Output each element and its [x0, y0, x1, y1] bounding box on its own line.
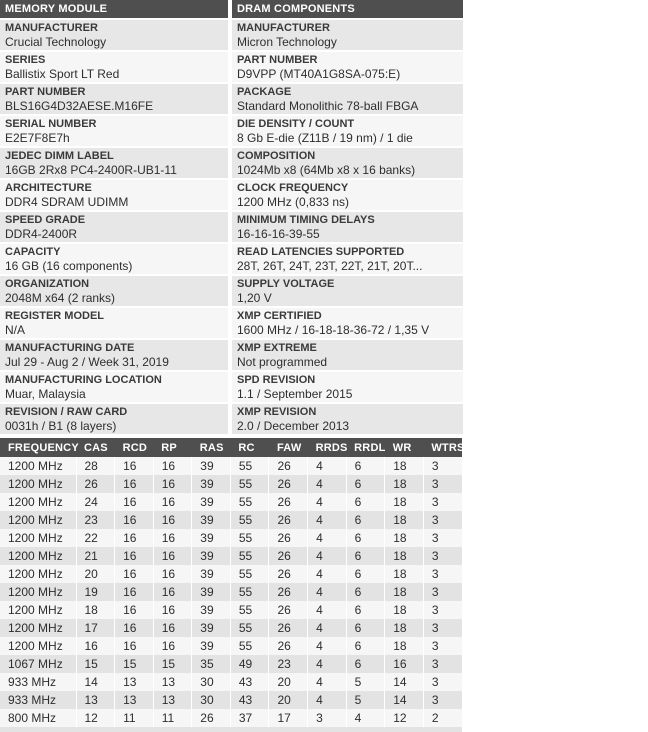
- info-block-value: 8 Gb E-die (Z11B / 19 nm) / 1 die: [237, 131, 413, 145]
- timing-cell: 3: [423, 655, 462, 673]
- timing-cell: 55: [230, 601, 269, 619]
- timing-row: [0, 583, 462, 601]
- info-block-label: REGISTER MODEL: [5, 310, 105, 322]
- timing-cell: 4: [308, 511, 347, 529]
- timing-cell: 18: [385, 475, 424, 493]
- timing-cell: 1200 MHz: [8, 477, 63, 491]
- timing-cell: 12: [76, 709, 115, 727]
- timing-cell: 6: [346, 511, 385, 529]
- info-block-label: COMPOSITION: [237, 150, 316, 162]
- timing-cell: 16: [115, 619, 154, 637]
- info-block-label: XMP CERTIFIED: [237, 310, 322, 322]
- timing-cell: 13: [153, 691, 192, 709]
- timing-cell: 18: [385, 619, 424, 637]
- timing-cell: 3: [423, 547, 462, 565]
- info-block: [232, 308, 463, 338]
- info-block: [0, 20, 228, 50]
- timing-cell: 16: [385, 655, 424, 673]
- timing-header-row: [0, 438, 462, 457]
- timing-cell: 4: [308, 475, 347, 493]
- timing-cell: 22: [76, 529, 115, 547]
- timing-cell: 26: [269, 547, 308, 565]
- timing-cell: 3: [423, 637, 462, 655]
- timing-cell: 26: [269, 529, 308, 547]
- timing-cell: 15: [76, 655, 115, 673]
- timing-row: [0, 511, 462, 529]
- timing-cell: 17: [76, 619, 115, 637]
- timing-cell: 4: [346, 709, 385, 727]
- memory-module-blocks: [0, 20, 228, 434]
- timing-cell: 3: [423, 691, 462, 709]
- info-block: [0, 404, 228, 434]
- timing-cell: 19: [76, 583, 115, 601]
- timing-cell: 2: [423, 709, 462, 727]
- timing-cell: 4: [308, 547, 347, 565]
- timing-cell: 4: [308, 529, 347, 547]
- info-block-value: Jul 29 - Aug 2 / Week 31, 2019: [5, 355, 169, 369]
- info-block: [232, 340, 463, 370]
- timing-cell: 6: [346, 457, 385, 475]
- info-block: [232, 404, 463, 434]
- timing-cell: 3: [423, 529, 462, 547]
- timing-cell: 4: [308, 691, 347, 709]
- info-block: [232, 148, 463, 178]
- timing-cell: 1200 MHz: [8, 549, 63, 563]
- timing-cell: 35: [192, 655, 231, 673]
- info-block: [232, 276, 463, 306]
- memory-module-panel: [0, 0, 228, 436]
- info-block-value: Ballistix Sport LT Red: [5, 67, 120, 81]
- timing-cell: 3: [423, 457, 462, 475]
- info-block: [0, 116, 228, 146]
- timing-cell: 6: [346, 637, 385, 655]
- timing-cell: 3: [423, 511, 462, 529]
- timing-cell: 4: [308, 601, 347, 619]
- timing-cell: 16: [153, 619, 192, 637]
- timing-cell: 16: [115, 637, 154, 655]
- info-block-label: XMP REVISION: [237, 406, 317, 418]
- timing-cell: 1200 MHz: [8, 513, 63, 527]
- timing-row: [0, 655, 462, 673]
- info-block-label: DIE DENSITY / COUNT: [237, 118, 355, 130]
- timing-cell: 26: [269, 475, 308, 493]
- info-block-label: SERIES: [5, 54, 46, 66]
- info-block-value: N/A: [5, 323, 26, 337]
- timing-row: [0, 457, 462, 475]
- timing-cell: 18: [385, 547, 424, 565]
- timing-cell: 55: [230, 529, 269, 547]
- info-block-label: PACKAGE: [237, 86, 292, 98]
- timing-cell: 43: [230, 691, 269, 709]
- timing-cell: 26: [269, 637, 308, 655]
- info-block: [0, 244, 228, 274]
- timing-cell: 26: [269, 583, 308, 601]
- timing-cell: 1200 MHz: [8, 567, 63, 581]
- info-block-value: 1.1 / September 2015: [237, 387, 353, 401]
- timing-row: [0, 709, 462, 727]
- timing-cell: 39: [192, 637, 231, 655]
- info-block-label: MANUFACTURER: [237, 22, 330, 34]
- timing-cell: 6: [346, 619, 385, 637]
- info-block-label: SPEED GRADE: [5, 214, 86, 226]
- timing-cell: 49: [230, 655, 269, 673]
- timing-cell: 16: [153, 457, 192, 475]
- timing-cell: 4: [308, 619, 347, 637]
- timing-row: [0, 547, 462, 565]
- info-block: [232, 84, 463, 114]
- timing-cell: 1200 MHz: [8, 495, 63, 509]
- timing-cell: 1067 MHz: [8, 657, 63, 671]
- timing-cell: 12: [385, 709, 424, 727]
- timing-row: [0, 673, 462, 691]
- timing-cell: 18: [385, 637, 424, 655]
- info-block: [0, 84, 228, 114]
- info-block-value: 1600 MHz / 16-18-18-36-72 / 1,35 V: [237, 323, 430, 337]
- timing-cell: 55: [230, 511, 269, 529]
- timing-cell: 39: [192, 601, 231, 619]
- timing-cell: 39: [192, 529, 231, 547]
- timing-cell: 4: [308, 673, 347, 691]
- info-block-label: PART NUMBER: [237, 54, 318, 66]
- timing-cell: 16: [153, 475, 192, 493]
- timing-row: [0, 475, 462, 493]
- timing-cell: 11: [153, 709, 192, 727]
- timing-cell: 1200 MHz: [8, 459, 63, 473]
- timing-row: [0, 637, 462, 655]
- timing-cell: 39: [192, 475, 231, 493]
- timing-cell: 3: [423, 601, 462, 619]
- info-block-label: MANUFACTURING LOCATION: [5, 374, 162, 386]
- timing-cell: 23: [76, 511, 115, 529]
- timing-cell: 5: [346, 673, 385, 691]
- timing-cell: 4: [308, 583, 347, 601]
- timing-cell: 6: [346, 655, 385, 673]
- timing-cell: 6: [346, 529, 385, 547]
- timing-cell: 20: [76, 565, 115, 583]
- timing-cell: 3: [423, 673, 462, 691]
- timing-cell: 39: [192, 511, 231, 529]
- timing-cell: 16: [153, 493, 192, 511]
- timing-cell: 13: [115, 673, 154, 691]
- info-block: [0, 308, 228, 338]
- timing-column-header: RCD: [115, 438, 154, 457]
- timing-cell: 16: [115, 547, 154, 565]
- timing-column-header: FAW: [269, 438, 308, 457]
- timing-cell: 26: [269, 511, 308, 529]
- timing-cell: 39: [192, 493, 231, 511]
- timing-cell: 16: [115, 493, 154, 511]
- info-block-value: Crucial Technology: [5, 35, 107, 49]
- info-block-label: CLOCK FREQUENCY: [237, 182, 349, 194]
- timing-cell: 18: [385, 565, 424, 583]
- timing-cell: 55: [230, 475, 269, 493]
- timing-cell: 55: [230, 493, 269, 511]
- timing-cell: 6: [346, 565, 385, 583]
- timing-cell: 37: [230, 709, 269, 727]
- info-block-value: 2.0 / December 2013: [237, 419, 350, 433]
- timing-cell: 55: [230, 547, 269, 565]
- timing-cell: 800 MHz: [8, 711, 57, 725]
- timing-cell: 16: [115, 511, 154, 529]
- timing-cell: 16: [115, 583, 154, 601]
- info-block-label: SUPPLY VOLTAGE: [237, 278, 335, 290]
- timing-cell: 4: [308, 493, 347, 511]
- info-block-label: XMP EXTREME: [237, 342, 317, 354]
- timing-cell: 16: [153, 529, 192, 547]
- dram-components-panel-title: DRAM COMPONENTS: [232, 0, 463, 18]
- timing-column-header: RC: [230, 438, 269, 457]
- timing-cell: 4: [308, 457, 347, 475]
- info-block-value: E2E7F8E7h: [5, 131, 70, 145]
- timing-cell: 14: [76, 673, 115, 691]
- timing-cell: 26: [269, 565, 308, 583]
- timing-cell: 6: [346, 601, 385, 619]
- timing-cell: 6: [346, 583, 385, 601]
- timing-cell: 39: [192, 583, 231, 601]
- info-block-label: REVISION / RAW CARD: [5, 406, 128, 418]
- timing-cell: 1200 MHz: [8, 531, 63, 545]
- timing-cell: 933 MHz: [8, 693, 57, 707]
- timing-cell: 16: [115, 457, 154, 475]
- timing-cell: 18: [385, 583, 424, 601]
- info-block-value: Micron Technology: [237, 35, 337, 49]
- timing-cell: 39: [192, 547, 231, 565]
- timing-cell: 20: [269, 673, 308, 691]
- timing-cell: 18: [385, 493, 424, 511]
- timing-cell: 21: [76, 547, 115, 565]
- dram-components-panel: [232, 0, 463, 436]
- info-block-value: 1024Mb x8 (64Mb x8 x 16 banks): [237, 163, 416, 177]
- timing-cell: 13: [76, 691, 115, 709]
- info-block-label: SPD REVISION: [237, 374, 316, 386]
- timing-cell: 55: [230, 637, 269, 655]
- info-block-label: SERIAL NUMBER: [5, 118, 97, 130]
- timing-cell: 3: [423, 565, 462, 583]
- timing-cell: 16: [115, 475, 154, 493]
- timing-cell: 26: [269, 493, 308, 511]
- info-block-label: CAPACITY: [5, 246, 61, 258]
- timing-table-head: [0, 438, 465, 457]
- timing-cell: 23: [269, 655, 308, 673]
- table-partial-row: [0, 727, 462, 732]
- info-block-value: Standard Monolithic 78-ball FBGA: [237, 99, 419, 113]
- timing-cell: 55: [230, 457, 269, 475]
- info-block: [232, 180, 463, 210]
- info-block-value: Muar, Malaysia: [5, 387, 86, 401]
- info-block: [0, 372, 228, 402]
- timing-column-header: RRDS: [308, 438, 347, 457]
- timing-cell: 4: [308, 637, 347, 655]
- info-block-label: ARCHITECTURE: [5, 182, 92, 194]
- timing-cell: 16: [153, 583, 192, 601]
- timing-cell: 16: [115, 601, 154, 619]
- timing-cell: 5: [346, 691, 385, 709]
- timing-cell: 3: [423, 493, 462, 511]
- timing-table: [0, 438, 465, 727]
- timing-cell: 18: [76, 601, 115, 619]
- timing-column-header: CAS: [76, 438, 115, 457]
- info-block: [0, 340, 228, 370]
- timing-cell: 6: [346, 493, 385, 511]
- info-block: [0, 52, 228, 82]
- info-block: [232, 372, 463, 402]
- timing-row: [0, 565, 462, 583]
- timing-column-header: RP: [153, 438, 192, 457]
- timing-cell: 26: [192, 709, 231, 727]
- info-block: [232, 20, 463, 50]
- timing-cell: 18: [385, 601, 424, 619]
- timing-table-body: [0, 457, 462, 727]
- timing-cell: 24: [76, 493, 115, 511]
- timing-cell: 30: [192, 691, 231, 709]
- timing-cell: 39: [192, 619, 231, 637]
- timing-cell: 14: [385, 673, 424, 691]
- timing-cell: 15: [153, 655, 192, 673]
- timing-cell: 6: [346, 547, 385, 565]
- timing-cell: 16: [76, 637, 115, 655]
- timing-cell: 16: [153, 547, 192, 565]
- timing-cell: 3: [423, 583, 462, 601]
- timing-cell: 18: [385, 529, 424, 547]
- timing-cell: 26: [269, 601, 308, 619]
- info-block-value: Not programmed: [237, 355, 328, 369]
- info-block-value: 16GB 2Rx8 PC4-2400R-UB1-11: [5, 163, 177, 177]
- timing-cell: 17: [269, 709, 308, 727]
- timing-row: [0, 601, 462, 619]
- timing-cell: 4: [308, 565, 347, 583]
- info-block: [0, 276, 228, 306]
- timing-cell: 16: [153, 565, 192, 583]
- timing-cell: 4: [308, 655, 347, 673]
- timing-cell: 20: [269, 691, 308, 709]
- timing-column-header: RAS: [192, 438, 231, 457]
- info-block-value: 16 GB (16 components): [5, 259, 133, 273]
- timing-cell: 3: [423, 619, 462, 637]
- timing-cell: 30: [192, 673, 231, 691]
- timing-cell: 1200 MHz: [8, 603, 63, 617]
- info-block: [232, 52, 463, 82]
- dram-components-blocks: [232, 20, 463, 434]
- timing-cell: 1200 MHz: [8, 621, 63, 635]
- timing-cell: 39: [192, 565, 231, 583]
- info-block-label: JEDEC DIMM LABEL: [5, 150, 114, 162]
- timing-cell: 933 MHz: [8, 675, 57, 689]
- timing-cell: 43: [230, 673, 269, 691]
- timing-cell: 13: [115, 691, 154, 709]
- timing-cell: 16: [115, 565, 154, 583]
- timing-cell: 16: [153, 637, 192, 655]
- timing-column-header: WTRS: [423, 438, 462, 457]
- info-block-label: MANUFACTURING DATE: [5, 342, 135, 354]
- timing-cell: 16: [153, 601, 192, 619]
- info-block-label: PART NUMBER: [5, 86, 86, 98]
- info-block-label: MINIMUM TIMING DELAYS: [237, 214, 375, 226]
- info-block-value: BLS16G4D32AESE.M16FE: [5, 99, 154, 113]
- memory-module-panel-title: MEMORY MODULE: [0, 0, 228, 18]
- timing-cell: 55: [230, 565, 269, 583]
- info-block-value: 1,20 V: [237, 291, 272, 305]
- timing-column-header: RRDL: [346, 438, 385, 457]
- info-block-value: 0031h / B1 (8 layers): [5, 419, 117, 433]
- timing-row: [0, 493, 462, 511]
- timing-row: [0, 619, 462, 637]
- timing-cell: 13: [153, 673, 192, 691]
- timing-cell: 6: [346, 475, 385, 493]
- timing-column-header: WR: [385, 438, 424, 457]
- timing-cell: 15: [115, 655, 154, 673]
- info-block: [0, 212, 228, 242]
- timing-cell: 1200 MHz: [8, 639, 63, 653]
- info-block-value: 2048M x64 (2 ranks): [5, 291, 116, 305]
- timing-cell: 11: [115, 709, 154, 727]
- info-block-label: MANUFACTURER: [5, 22, 98, 34]
- timing-cell: 14: [385, 691, 424, 709]
- timing-cell: 1200 MHz: [8, 585, 63, 599]
- timing-column-header: FREQUENCY: [0, 438, 76, 457]
- info-block: [232, 212, 463, 242]
- info-block-value: 1200 MHz (0,833 ns): [237, 195, 350, 209]
- info-block-value: 16-16-16-39-55: [237, 227, 320, 241]
- info-block-label: ORGANIZATION: [5, 278, 90, 290]
- timing-cell: 26: [269, 619, 308, 637]
- timing-cell: 55: [230, 583, 269, 601]
- info-block-value: 28T, 26T, 24T, 23T, 22T, 21T, 20T...: [237, 259, 423, 273]
- info-block-value: D9VPP (MT40A1G8SA-075:E): [237, 67, 401, 81]
- info-block: [232, 116, 463, 146]
- timing-cell: 26: [269, 457, 308, 475]
- timing-cell: 3: [423, 475, 462, 493]
- timing-cell: 3: [308, 709, 347, 727]
- timing-row: [0, 691, 462, 709]
- info-block-label: READ LATENCIES SUPPORTED: [237, 246, 405, 258]
- timing-cell: 18: [385, 511, 424, 529]
- info-block: [0, 148, 228, 178]
- timing-row: [0, 529, 462, 547]
- timing-cell: 16: [115, 529, 154, 547]
- info-block-value: DDR4 SDRAM UDIMM: [5, 195, 129, 209]
- timing-cell: 39: [192, 457, 231, 475]
- info-block-value: DDR4-2400R: [5, 227, 78, 241]
- timing-cell: 28: [76, 457, 115, 475]
- info-block: [232, 244, 463, 274]
- timing-cell: 55: [230, 619, 269, 637]
- timing-cell: 26: [76, 475, 115, 493]
- info-block: [0, 180, 228, 210]
- timing-cell: 16: [153, 511, 192, 529]
- timing-cell: 18: [385, 457, 424, 475]
